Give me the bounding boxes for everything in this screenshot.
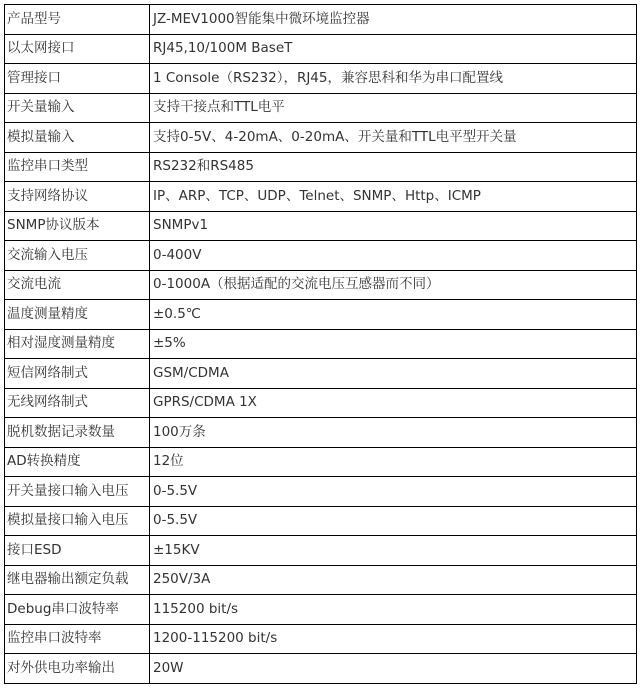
row-value: 250V/3A (150, 565, 637, 595)
table-row (5, 241, 637, 271)
row-value: ±15KV (150, 536, 637, 566)
table-row (5, 300, 637, 330)
row-value: ±0.5℃ (150, 300, 637, 330)
row-value: SNMPv1 (150, 211, 637, 241)
row-value: 100万条 (150, 418, 637, 448)
row-value: ±5% (150, 329, 637, 359)
spec-table (4, 4, 637, 684)
table-row (5, 64, 637, 94)
table-row (5, 595, 637, 625)
row-label: 相对湿度测量精度 (5, 329, 150, 359)
table-row (5, 477, 637, 507)
spec-table-body (5, 5, 637, 684)
table-row (5, 447, 637, 477)
row-value: 12位 (150, 447, 637, 477)
row-label: 交流输入电压 (5, 241, 150, 271)
row-label: Debug串口波特率 (5, 595, 150, 625)
table-row (5, 93, 637, 123)
row-value: 0-5.5V (150, 477, 637, 507)
table-row (5, 123, 637, 153)
row-label: 温度测量精度 (5, 300, 150, 330)
table-row (5, 565, 637, 595)
row-value: 0-5.5V (150, 506, 637, 536)
row-label: 管理接口 (5, 64, 150, 94)
row-value: 1 Console（RS232），RJ45，兼容思科和华为串口配置线 (150, 64, 637, 94)
row-label: 监控串口波特率 (5, 624, 150, 654)
table-row (5, 536, 637, 566)
row-label: 交流电流 (5, 270, 150, 300)
table-row (5, 329, 637, 359)
row-value: IP、ARP、TCP、UDP、Telnet、SNMP、Http、ICMP (150, 182, 637, 212)
row-label: 支持网络协议 (5, 182, 150, 212)
row-value: 115200 bit/s (150, 595, 637, 625)
table-row (5, 506, 637, 536)
row-label: AD转换精度 (5, 447, 150, 477)
row-label: 监控串口类型 (5, 152, 150, 182)
row-value: 20W (150, 654, 637, 684)
row-value: 1200-115200 bit/s (150, 624, 637, 654)
table-row (5, 418, 637, 448)
table-row (5, 211, 637, 241)
row-value: RJ45,10/100M BaseT (150, 34, 637, 64)
row-label: SNMP协议版本 (5, 211, 150, 241)
row-value: 支持干接点和TTL电平 (150, 93, 637, 123)
row-label: 产品型号 (5, 5, 150, 35)
row-label: 对外供电功率输出 (5, 654, 150, 684)
row-label: 以太网接口 (5, 34, 150, 64)
row-value: 0-400V (150, 241, 637, 271)
row-label: 接口ESD (5, 536, 150, 566)
row-label: 短信网络制式 (5, 359, 150, 389)
row-label: 继电器输出额定负载 (5, 565, 150, 595)
row-label: 无线网络制式 (5, 388, 150, 418)
row-label: 模拟量接口输入电压 (5, 506, 150, 536)
row-label: 开关量接口输入电压 (5, 477, 150, 507)
row-label: 模拟量输入 (5, 123, 150, 153)
row-value: GPRS/CDMA 1X (150, 388, 637, 418)
table-row (5, 34, 637, 64)
table-row (5, 270, 637, 300)
row-label: 开关量输入 (5, 93, 150, 123)
table-row (5, 624, 637, 654)
row-value: 支持0-5V、4-20mA、0-20mA、开关量和TTL电平型开关量 (150, 123, 637, 153)
row-value: RS232和RS485 (150, 152, 637, 182)
table-row (5, 5, 637, 35)
row-value: 0-1000A（根据适配的交流电压互感器而不同） (150, 270, 637, 300)
row-value: GSM/CDMA (150, 359, 637, 389)
row-value: JZ-MEV1000智能集中微环境监控器 (150, 5, 637, 35)
row-label: 脱机数据记录数量 (5, 418, 150, 448)
table-row (5, 388, 637, 418)
table-row (5, 654, 637, 684)
table-row (5, 359, 637, 389)
table-row (5, 182, 637, 212)
table-row (5, 152, 637, 182)
